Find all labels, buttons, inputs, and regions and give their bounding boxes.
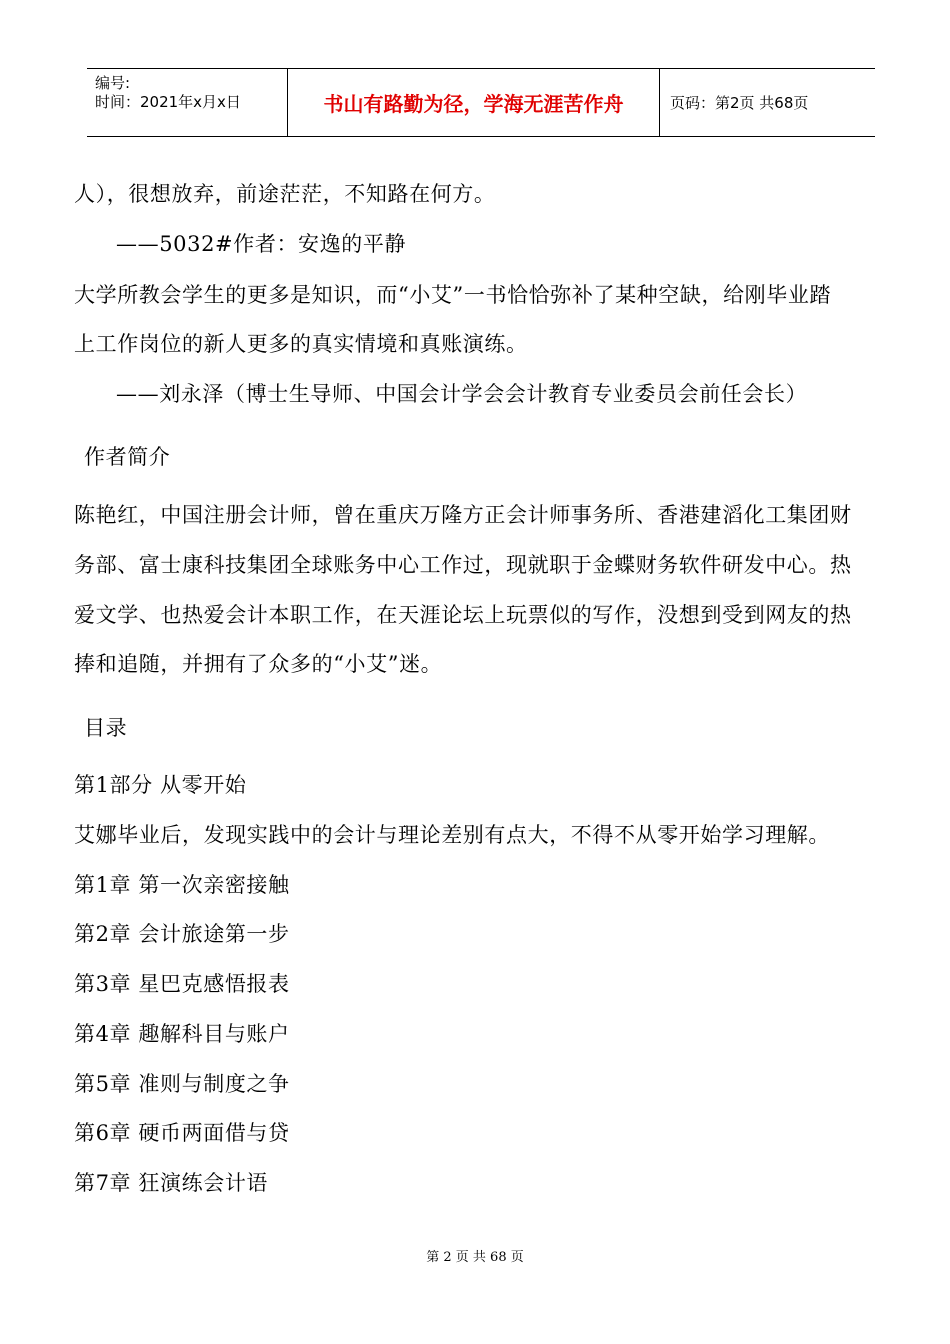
toc-chapter: 第7章 狂演练会计语 bbox=[74, 1171, 269, 1195]
body-line: 捧和追随，并拥有了众多的“小艾”迷。 bbox=[74, 652, 443, 676]
toc-chapter: 第3章 星巴克感悟报表 bbox=[74, 972, 290, 996]
body-line: 人），很想放弃，前途茫茫，不知路在何方。 bbox=[74, 182, 496, 206]
body-line: 上工作岗位的新人更多的真实情境和真账演练。 bbox=[74, 332, 528, 356]
toc-part: 第1部分 从零开始 bbox=[74, 773, 247, 797]
section-heading: 作者简介 bbox=[84, 445, 171, 469]
footer-page-number: 第 2 页 共 68 页 bbox=[426, 1250, 524, 1265]
quote-attribution: ——刘永泽（博士生导师、中国会计学会会计教育专业委员会前任会长） bbox=[116, 382, 808, 406]
body-line: 务部、富士康科技集团全球账务中心工作过，现就职于金蝶财务软件研发中心。热 bbox=[74, 553, 852, 577]
page-footer bbox=[0, 1246, 950, 1265]
body-line: 大学所教会学生的更多是知识，而“小艾”一书恰恰弥补了某种空缺，给刚毕业踏 bbox=[74, 283, 832, 307]
toc-chapter: 第4章 趣解科目与账户 bbox=[74, 1022, 290, 1046]
toc-chapter: 第6章 硬币两面借与贷 bbox=[74, 1121, 290, 1145]
document-number-label: 编号: bbox=[95, 74, 131, 92]
body-line: 爱文学、也热爱会计本职工作，在天涯论坛上玩票似的写作，没想到受到网友的热 bbox=[74, 603, 852, 627]
page-header bbox=[87, 68, 875, 137]
header-meta bbox=[87, 69, 286, 136]
header-page-number: 页码：第2页 共68页 bbox=[670, 94, 809, 112]
toc-chapter: 第1章 第一次亲密接触 bbox=[74, 873, 290, 897]
header-motto: 书山有路勤为径，学海无涯苦作舟 bbox=[287, 69, 660, 136]
section-heading: 目录 bbox=[84, 716, 128, 740]
toc-chapter: 第2章 会计旅途第一步 bbox=[74, 922, 290, 946]
document-time-label: 时间：2021年x月x日 bbox=[95, 93, 241, 111]
body-line: 艾娜毕业后，发现实践中的会计与理论差别有点大，不得不从零开始学习理解。 bbox=[74, 823, 830, 847]
toc-chapter: 第5章 准则与制度之争 bbox=[74, 1072, 290, 1096]
quote-attribution: ——5032#作者：安逸的平静 bbox=[116, 232, 407, 256]
body-line: 陈艳红，中国注册会计师，曾在重庆万隆方正会计师事务所、香港建滔化工集团财 bbox=[74, 503, 852, 527]
